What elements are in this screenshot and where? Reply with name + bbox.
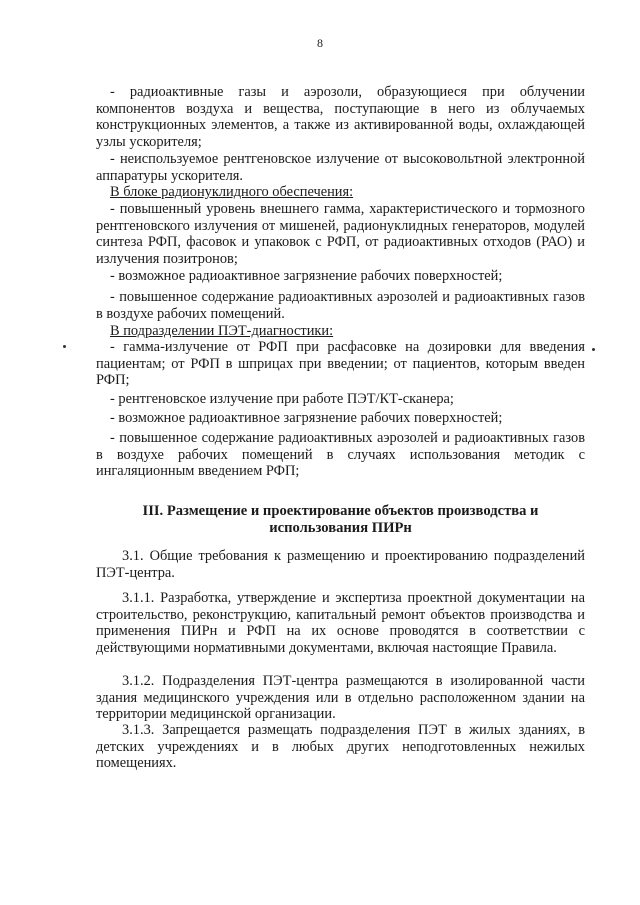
section-3-1-3: 3.1.3. Запрещается размещать подразделения ПЭТ в жилых зданиях, в детских учреждениях и в любых других неподготовленных нежилых помещениях. (96, 722, 585, 772)
paragraph-gamma-dispensing: - гамма-излучение от РФП при расфасовке на дозировки для введения пациентам; от РФП в шприцах при введении; от пациентов, которым введен РФП; (96, 339, 585, 389)
section-heading-iii: III. Размещение и проектирование объектов производства и использования ПИРн (142, 503, 539, 536)
paragraph-surface-contamination-2: - возможное радиоактивное загрязнение рабочих поверхностей; (110, 410, 503, 426)
paragraph-aerosols-1: - повышенное содержание радиоактивных аэрозолей и радиоактивных газов в воздухе рабочих помещений. (96, 289, 585, 322)
paragraph-radioactive-gases: - радиоактивные газы и аэрозоли, образующиеся при облучении компонентов воздуха и вещества, поступающие в него из облучаемых конструкционных элементов, а также из активированной воды, охлаждающей узлы ускорителя; (96, 84, 585, 150)
paragraph-aerosols-2: - повышенное содержание радиоактивных аэрозолей и радиоактивных газов в воздухе рабочих помещений в случаях использования методик с ингаляционным введением РФП; (96, 430, 585, 480)
paragraph-surface-contamination-1: - возможное радиоактивное загрязнение рабочих поверхностей; (110, 268, 503, 284)
section-3-1-2: 3.1.2. Подразделения ПЭТ-центра размещаются в изолированной части здания медицинского учреждения или в отдельно расположенном здании на территории медицинской организации. (96, 673, 585, 723)
subheading-radionuclide-block: В блоке радионуклидного обеспечения: (110, 184, 354, 200)
paragraph-pet-ct-xray: - рентгеновское излучение при работе ПЭТ/КТ-сканера; (110, 391, 454, 407)
section-3-1-1: 3.1.1. Разработка, утверждение и экспертиза проектной документации на строительство, реконструкцию, капитальный ремонт объектов производства и применения ПИРн и РФП на их основе проводятся в соответствии с действующими нормативными документами, включая настоящие Правила. (96, 590, 585, 656)
subheading-pet-division: В подразделении ПЭТ-диагностики: (110, 323, 334, 339)
page-number: 8 (317, 36, 323, 50)
section-3-1: 3.1. Общие требования к размещению и проектированию подразделений ПЭТ-центра. (96, 548, 585, 581)
scan-speck (63, 345, 66, 348)
scan-speck (592, 348, 595, 351)
paragraph-external-gamma: - повышенный уровень внешнего гамма, характеристического и тормозного рентгеновского излучения от мишеней, радионуклидных генераторов, модулей синтеза РФП, фасовок и упаковок с РФП, от радиоактивных отходов (РАО) и излучения позитронов; (96, 201, 585, 267)
paragraph-xray-unused: - неиспользуемое рентгеновское излучение от высоковольтной электронной аппаратуры ускорителя. (96, 151, 585, 184)
